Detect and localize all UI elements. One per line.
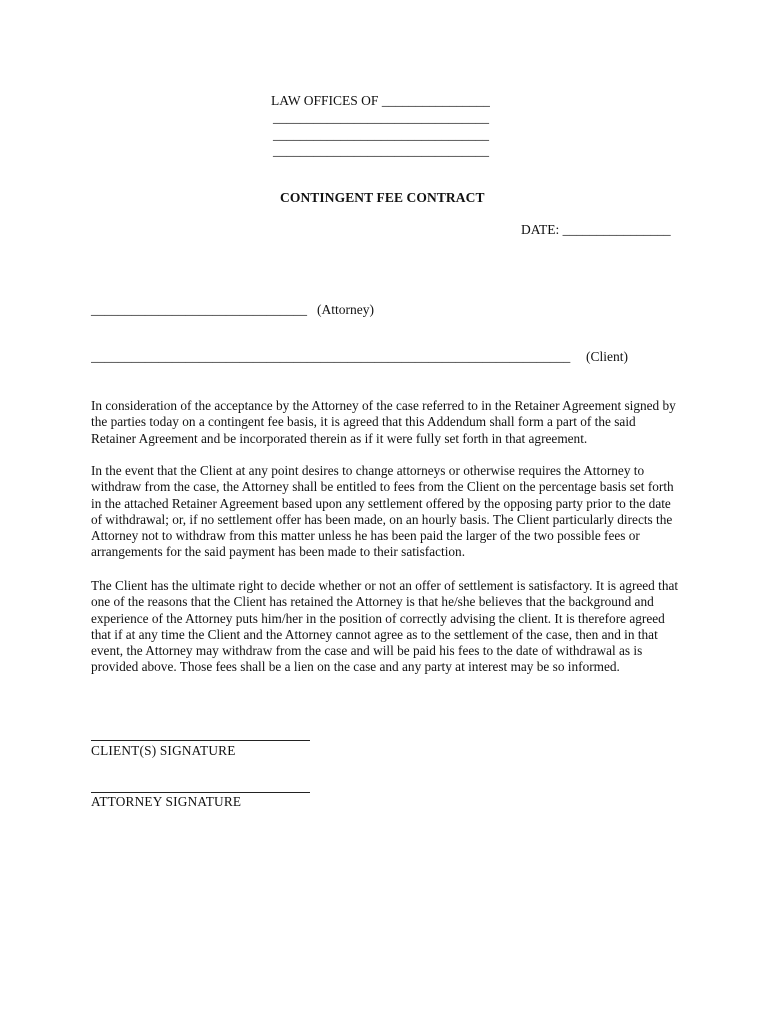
paragraph-consideration: In consideration of the acceptance by the Attorney of the case referred to in the Retainer Agreement signed by the parties today on a contingent fee basis, it is agreed that this Addendum shall form a part of the said Retainer Agreement and be incorporated therein as if it were fully set forth in that agreement. [91,398,676,446]
attorney-signature-label: ATTORNEY SIGNATURE [91,794,242,809]
paragraph-settlement: The Client has the ultimate right to decide whether or not an offer of settlement is satisfactory. It is agreed that one of the reasons that the Client has retained the Attorney is that he/she believes that the background and experience of the Attorney puts him/her in the position of correctly advising the client. It is therefore agreed that if at any time the Client and the Attorney cannot agree as to the settlement of the case, then and in that event, the Attorney may withdraw from the case and will be paid his fees to the date of withdrawal as is provided above. Those fees shall be a lien on the case and any party at interest may be so informed. [91,578,679,675]
client-label: (Client) [586,349,628,364]
address-line-3: ________________________________ [273,143,489,158]
paragraph-withdrawal: In the event that the Client at any point desires to change attorneys or otherwise requires the Attorney to withdraw from the case, the Attorney shall be entitled to fees from the Client on the percentage basis set forth in the attached Retainer Agreement based upon any settlement offered by the opposing party prior to the date of withdrawal; or, if no settlement offer has been made, on an hourly basis. The Client particularly directs the Attorney not to withdraw from this matter unless he has been paid the larger of the two possible fees or arrangements for the said payment has been made to their satisfaction. [91,463,674,560]
address-line-1: ________________________________ [273,110,489,125]
client-signature-label: CLIENT(S) SIGNATURE [91,743,236,758]
client-signature-line [91,740,310,741]
date-field: DATE: ________________ [521,222,671,237]
law-offices-heading: LAW OFFICES OF ________________ [271,93,490,108]
attorney-name-blank: ________________________________ [91,302,307,317]
address-line-2: ________________________________ [273,127,489,142]
attorney-signature-line [91,792,310,793]
attorney-label: (Attorney) [317,302,374,317]
document-title: CONTINGENT FEE CONTRACT [280,190,485,205]
client-name-blank: _______________________________________________________________________ [91,349,571,364]
